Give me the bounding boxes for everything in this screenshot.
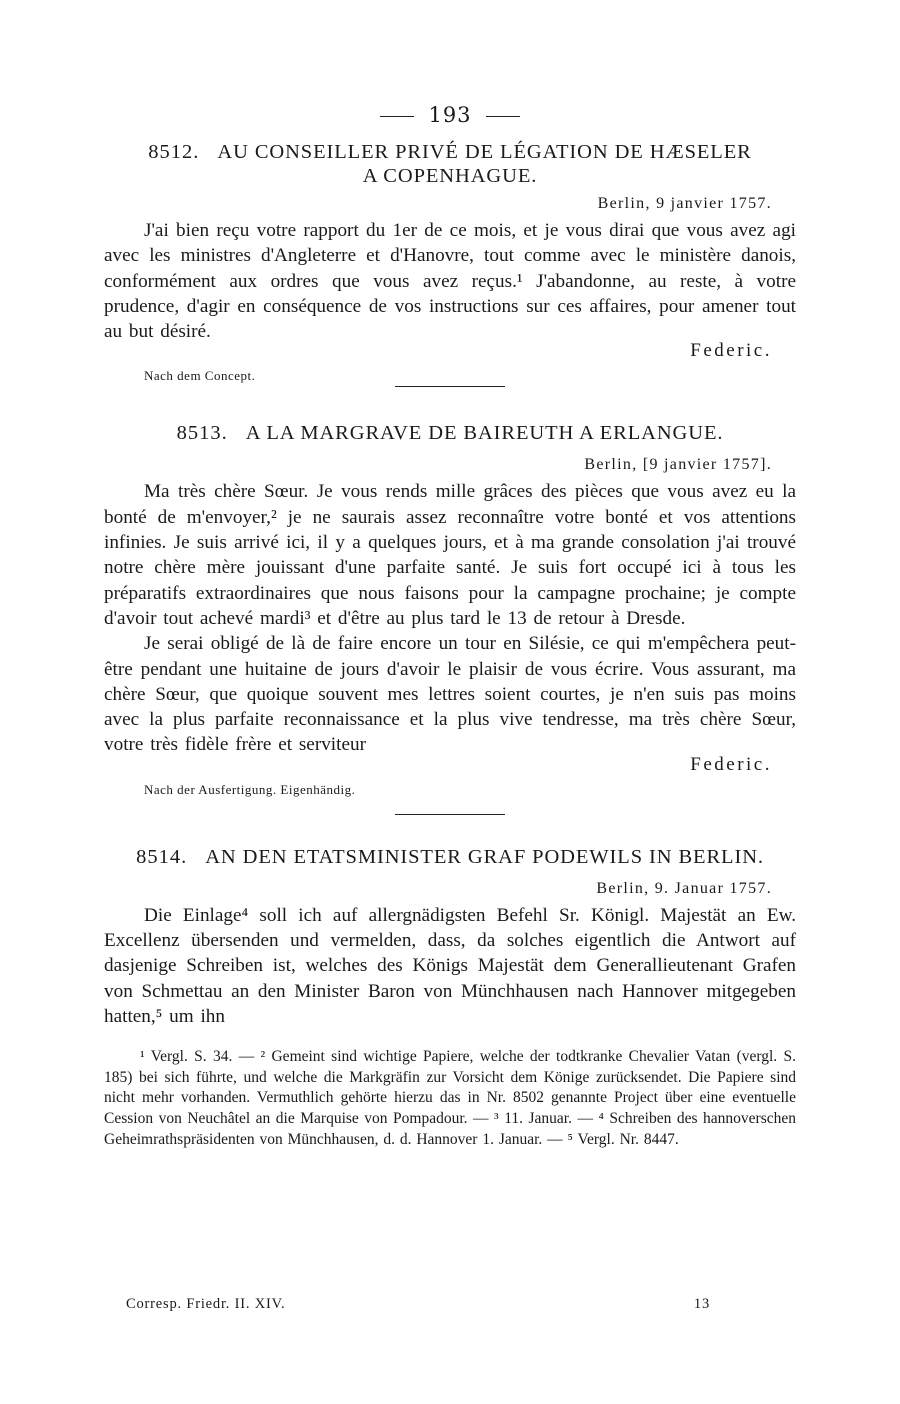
letter-heading — [104, 140, 796, 164]
page-number: 193 — [428, 103, 472, 127]
page-number-header — [104, 100, 796, 130]
letter-date: Berlin, 9. Januar 1757. — [596, 879, 772, 897]
footer-source: Corresp. Friedr. II. XIV. — [126, 1296, 286, 1312]
heading-line-1: AN DEN ETATSMINISTER GRAF PODEWILS IN BERLIN. — [205, 845, 764, 868]
letter-date: Berlin, [9 janvier 1757]. — [584, 456, 772, 474]
letter-number: 8514. — [136, 845, 188, 868]
page — [104, 100, 796, 1150]
page-footer — [126, 1296, 710, 1313]
letter-body — [104, 903, 796, 1029]
letter-8514 — [104, 845, 796, 1029]
paragraph: Ma très chère Sœur. Je vous rends mille grâces des pièces que vous avez eu la bonté de m'envoyer,² je ne saurais assez reconnaître votre bonté et vos attentions infinies. Je suis arrivé ici, il y a quelques jours, et à ma grande consolation j'ai trouvé notre chère mère jouissant d'une parfaite santé. Je suis fort occupé ici à tous les préparatifs extraordinaires que nous faisons pour la campagne prochaine; je compte d'avoir tout achevé mardi³ et d'être au plus tard le 13 de retour à Dresde. — [104, 481, 796, 629]
heading-line-2: A COPENHAGUE. — [362, 165, 538, 187]
heading-line-1: AU CONSEILLER PRIVÉ DE LÉGATION DE HÆSELER — [217, 141, 752, 163]
heading-line-1: A LA MARGRAVE DE BAIREUTH A ERLANGUE. — [245, 422, 724, 445]
signature: Federic. — [690, 753, 772, 775]
paragraph: J'ai bien reçu votre rapport du 1er de ce mois, et je vous dirai que vous avez agi avec les ministres d'Angleterre et d'Hanovre, tout comme avec le ministère danois, conformément aux ordres que vous avez reçus.¹ J'abandonne, au reste, à votre prudence, d'agir en conséquence de vos instructions sur ces affaires, pour amener tout au but désiré. — [104, 220, 796, 343]
letter-heading — [104, 845, 796, 869]
letter-8512 — [104, 140, 796, 387]
letter-heading — [104, 421, 796, 445]
dash-left — [380, 116, 414, 117]
letter-body — [104, 479, 796, 757]
paragraph: Je serai obligé de là de faire encore un tour en Silésie, ce qui m'empêchera peut-être pendant une huitaine de jours d'avoir le plaisir de vous écrire. Vous assurant, ma chère Sœur, que quoique souvent mes lettres soient courtes, je n'en suis pas moins avec la plus parfaite reconnaissance et la plus vive tendresse, ma très chère Sœur, votre très fidèle frère et serviteur — [104, 633, 796, 756]
footnotes: ¹ Vergl. S. 34. — ² Gemeint sind wichtige Papiere, welche der todtkranke Chevalier Vatan (vergl. S. 185) bei sich führte, und welche die Markgräfin zur Vorsicht dem Könige zurücksendet. Die Papiere sind nicht mehr vorhanden. Vermuthlich gehörte hierzu das in Nr. 8502 genannte Project über eine eventuelle Cession von Neuchâtel an die Marquise von Pompadour. — ³ 11. Januar. — ⁴ Schreiben des hannoverschen Geheimrathspräsidenten von Münchhausen, d. d. Hannover 1. Januar. — ⁵ Vergl. Nr. 8447. — [104, 1048, 796, 1148]
letter-date: Berlin, 9 janvier 1757. — [597, 195, 772, 212]
paragraph: Die Einlage⁴ soll ich auf allergnädigsten Befehl Sr. Königl. Majestät an Ew. Excellenz übersenden und vermelden, dass, da solches eigentlich die Antwort auf dasjenige Schreiben ist, welches des Königs Majestät dem Generallieutenant Grafen von Schmettau an den Minister Baron von Münchhausen nach Hannover mitgegeben hatten,⁵ um ihn — [104, 904, 796, 1027]
letter-body — [104, 218, 796, 344]
source-note: Nach dem Concept. — [144, 368, 256, 384]
dash-right — [486, 116, 520, 117]
letter-number: 8512. — [148, 141, 200, 163]
signature: Federic. — [690, 340, 772, 362]
source-note: Nach der Ausfertigung. Eigenhändig. — [144, 781, 356, 797]
letter-8513 — [104, 421, 796, 814]
footer-signature-mark: 13 — [693, 1296, 710, 1312]
letter-number: 8513. — [176, 422, 228, 445]
